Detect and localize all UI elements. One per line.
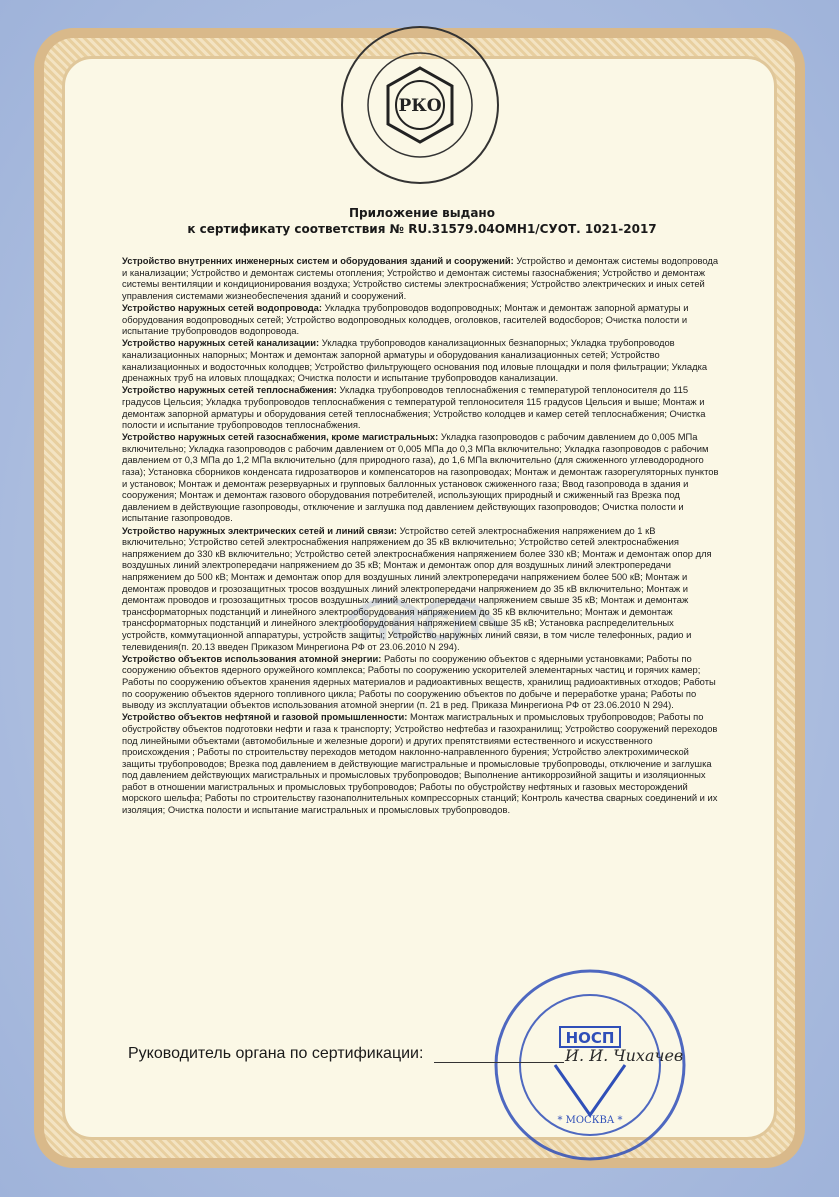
registry-seal-logo xyxy=(335,20,505,190)
section-electric-networks: Устройство наружных электрических сетей и линий связи: Устройство сетей электроснабжения напряжением до 1 кВ включительно; Устройство сетей электроснабжения напряжением до 35 кВ включительно; Устройство сетей электроснабжения напряжением до 330 кВ включительно; Устройство сетей электроснабжения напряжением более 330 кВ; Монтаж и демонтаж опор для воздушных линий электропередачи напряжением до 35 кВ; Монтаж и демонтаж опор для воздушных линий электропередачи напряжением до 500 кВ; Монтаж и демонтаж опор для воздушных линий электропередачи напряжением более 500 кВ; Монтаж и демонтаж проводов и грозозащитных тросов воздушных линий электропередачи напряжением до 35 кВ включительно; Монтаж и демонтаж проводов и грозозащитных тросов воздушных линий электропередачи напряжением свыше 35 кВ; Монтаж и демонтаж трансформаторных подстанций и линейного электрооборудования напряжением до 35 кВ включительно; Монтаж и демонтаж трансформаторных подстанций и линейного электрооборудования напряжением свыше 35 кВ; Установка распределительных устройств, коммутационной аппаратуры, устройств защиты; Устройство наружных линий связи, в том числе телефонных, радио и телевидения(п. 20.13 введен Приказом Минрегиона РФ от 23.06.2010 N 294). xyxy=(122,524,712,652)
works-list xyxy=(122,255,722,816)
signature-line xyxy=(434,1048,564,1063)
title-line-1: Приложение выдано xyxy=(349,206,495,220)
section-water-supply: Устройство наружных сетей водопровода: Укладка трубопроводов водопроводных; Монтаж и демонтаж запорной арматуры и оборудования водопроводных сетей; Устройство водопроводных колодцев, оголовков, гасителей водосборов; Очистка полости и испытание трубопроводов водопровода. xyxy=(122,301,689,337)
appendix-content xyxy=(122,205,722,816)
signer-name: И. И. Чихачев xyxy=(565,1046,684,1065)
svg-text:* МОСКВА *: * МОСКВА * xyxy=(557,1115,623,1126)
section-gas-supply: Устройство наружных сетей газоснабжения, кроме магистральных: Укладка газопроводов с рабочим давлением до 0,005 МПа включительно; Укладка газопроводов с рабочим давлением от 0,005 МПа до 0,3 МПа включительно; Укладка газопроводов с рабочим давлением от 0,3 МПа до 1,2 МПа включительно (для природного газа), до 1,6 МПа включительно (для сжиженного углеводородного газа); Установка сборников конденсата гидрозатворов и компенсаторов на газопроводах; Монтаж и демонтаж газорегуляторных пунктов и установок; Монтаж и демонтаж резервуарных и групповых баллонных установок сжиженного газа; Ввод газопровода в здания и сооружения; Монтаж и демонтаж газового оборудования потребителей, использующих природный и сжиженный газ Врезка под давлением в действующие газопроводы, отключение и заглушка под давлением действующих газопроводов; Очистка полости и испытание газопроводов. xyxy=(122,431,719,524)
svg-text:НОСП: НОСП xyxy=(358,605,482,649)
section-nuclear: Устройство объектов использования атомной энергии: Работы по сооружению объектов с ядерными установками; Работы по сооружению объектов ядерного оружейного комплекса; Работы по сооружению ускорителей элементарных частиц и горячих камер; Работы по сооружению объектов хранения ядерных материалов и радиоактивных веществ, хранилищ радиоактивных отходов; Работы по сооружению объектов ядерного топливного цикла; Работы по сооружению объектов по добыче и переработке урана; Работы по выводу из эксплуатации объектов использования атомной энергии (п. 21 в ред. Приказа Минрегиона РФ от 23.06.2010 N 294). xyxy=(122,652,716,711)
section-oil-gas: Устройство объектов нефтяной и газовой промышленности: Монтаж магистральных и промысловых трубопроводов; Работы по обустройству объектов подготовки нефти и газа к транспорту; Устройство нефтебаз и газохранилищ; Устройство сооружений переходов под линейными объектами (автомобильные и железные дороги) и других препятствиями естественного и искусственного происхождения ; Работы по строительству переходов методом наклонно-направленного бурения; Устройство электрохимической защиты трубопроводов; Врезка под давлением в действующие магистральные и промысловые трубопроводы, отключение и заглушка под давлением действующих магистральных и промысловых трубопроводов; Выполнение антикоррозийной защиты и изоляционных работ в отношении магистральных и промысловых трубопроводов; Работы по обустройству нефтяных и газовых месторождений морского шельфа; Работы по строительству газонаполнительных компрессорных станций; Контроль качества сварных соединений и их изоляция; Очистка полости и испытание магистральных и промысловых трубопроводов. xyxy=(122,711,718,816)
section-sewerage: Устройство наружных сетей канализации: Укладка трубопроводов канализационных безнапорных; Укладка трубопроводов канализационных напорных; Монтаж и демонтаж запорной арматуры и оборудования канализационных сетей; Устройство канализационных и водосточных колодцев; Устройство фильтрующего основания под иловые площадки и поля фильтрации; Укладка дренажных труб на иловых площадках; Очистка полости и испытание трубопроводов канализации. xyxy=(122,337,708,384)
certification-body-stamp xyxy=(490,965,690,1165)
signature-label: Руководитель органа по сертификации: xyxy=(128,1045,424,1062)
title-line-2: к сертификату соответствия № RU.31579.04ОМН1/СУОТ. 1021-2017 xyxy=(187,222,657,236)
svg-text:РКО: РКО xyxy=(398,96,442,116)
section-heat-supply: Устройство наружных сетей теплоснабжения: Укладка трубопроводов теплоснабжения с температурой теплоносителя до 115 градусов Цельсия; Укладка трубопроводов теплоснабжения с температурой теплоносителя 115 градусов Цельсия и выше; Монтаж и демонтаж запорной арматуры и оборудования сетей теплоснабжения; Устройство колодцев и камер сетей теплоснабжения; Очистка полости и испытание трубопроводов теплоснабжения. xyxy=(122,384,706,431)
section-internal-systems: Устройство внутренних инженерных систем и оборудования зданий и сооружений: Устройство и демонтаж системы водопровода и канализации; Устройство и демонтаж системы отопления; Устройство и демонтаж системы газоснабжения; Устройство и демонтаж системы вентиляции и кондиционирования воздуха; Устройство системы электроснабжения; Устройство электрических и иных сетей управления системами жизнеобеспечения зданий и сооружений. xyxy=(122,255,719,301)
svg-text:НОСП: НОСП xyxy=(565,1029,615,1047)
